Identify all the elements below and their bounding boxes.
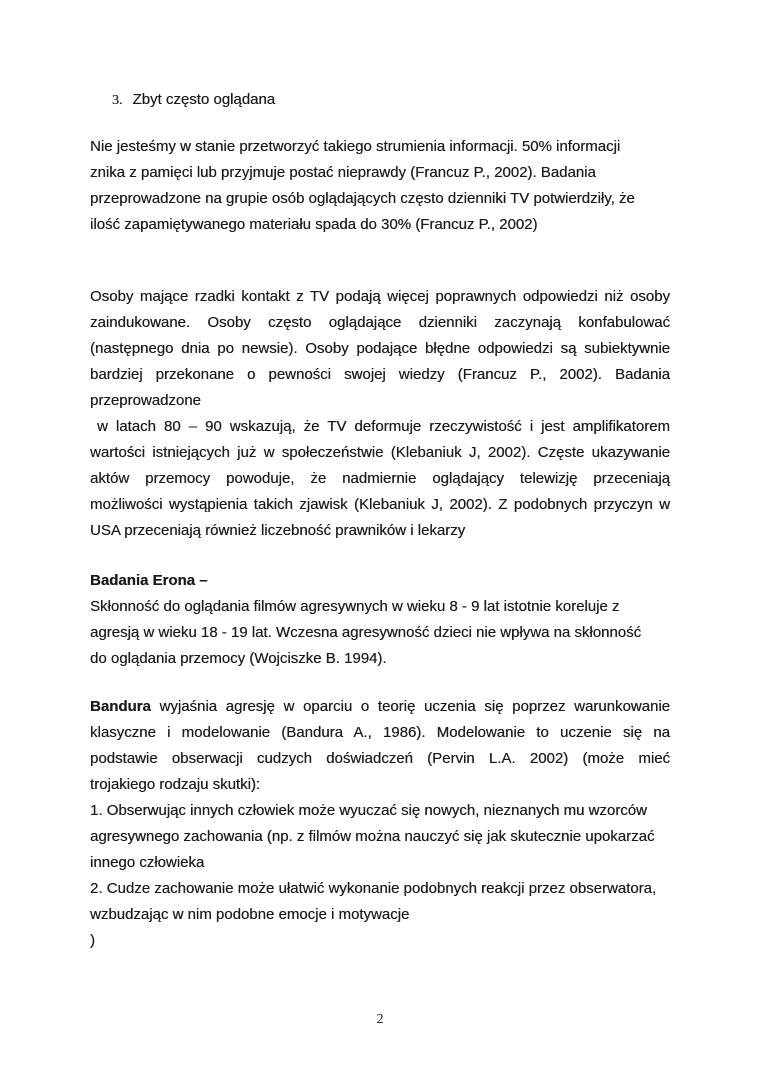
para1-line: znika z pamięci lub przyjmuje postać nieprawdy (Francuz P., 2002). Badania	[90, 164, 596, 181]
bandura-line: podstawie obserwacji cudzych doświadczeń (Pervin L.A. 2002) (może mieć	[90, 750, 670, 767]
para1-line: ilość zapamiętywanego materiału spada do 30% (Francuz P., 2002)	[90, 216, 538, 233]
bandura-line: 1. Obserwując innych człowiek może wyuczać się nowych, nieznanych mu wzorców	[90, 802, 647, 819]
para2-line: (następnego dnia po newsie). Osoby podające błędne odpowiedzi są subiektywnie	[90, 340, 670, 357]
bandura-line: agresywnego zachowania (np. z filmów można nauczyć się jak skutecznie upokarzać	[90, 828, 655, 845]
para1-line: Nie jesteśmy w stanie przetworzyć takiego strumienia informacji. 50% informacji	[90, 138, 621, 155]
erona-line: do oglądania przemocy (Wojciszke B. 1994).	[90, 650, 387, 667]
para1-line: przeprowadzone na grupie osób oglądających często dzienniki TV potwierdziły, że	[90, 190, 635, 207]
para2-line: bardziej przekonane o pewności swojej wiedzy (Francuz P., 2002). Badania	[90, 366, 670, 383]
para2-line: przeprowadzone	[90, 392, 201, 409]
section-number: 3.	[112, 93, 123, 108]
bandura-line: wzbudzając w nim podobne emocje i motywacje	[90, 906, 410, 923]
para2-line: możliwości wystąpienia takich zjawisk (Klebaniuk J, 2002). Z podobnych przyczyn w	[90, 496, 670, 513]
para2-line: wartości istniejących już w społeczeństwie (Klebaniuk J, 2002). Częste ukazywanie	[90, 444, 670, 461]
page-number: 2	[376, 1012, 384, 1027]
bandura-first-line	[90, 697, 670, 717]
erona-heading: Badania Erona –	[90, 572, 208, 589]
bandura-name: Bandura	[90, 698, 151, 715]
bandura-line: innego człowieka	[90, 854, 205, 871]
bandura-line: trojakiego rodzaju skutki):	[90, 776, 261, 793]
bandura-line: 2. Cudze zachowanie może ułatwić wykonanie podobnych reakcji przez obserwatora,	[90, 880, 657, 897]
para2-line: zaindukowane. Osoby często oglądające dzienniki zaczynają konfabulować	[90, 314, 670, 331]
para2-line: USA przeceniają również liczebność prawników i lekarzy	[90, 522, 466, 539]
section-heading	[112, 90, 692, 111]
bandura-line: klasyczne i modelowanie (Bandura A., 1986). Modelowanie to uczenie się na	[90, 724, 670, 741]
para2-line: Osoby mające rzadki kontakt z TV podają więcej poprawnych odpowiedzi niż osoby	[90, 288, 670, 305]
erona-line: agresją w wieku 18 - 19 lat. Wczesna agresywność dzieci nie wpływa na skłonność	[90, 624, 642, 641]
erona-line: Skłonność do oglądania filmów agresywnych w wieku 8 - 9 lat istotnie koreluje z	[90, 598, 620, 615]
para2-line: w latach 80 – 90 wskazują, że TV deformuje rzeczywistość i jest amplifikatorem	[97, 418, 670, 435]
para2-line: aktów przemocy powoduje, że nadmiernie oglądający telewizję przeceniają	[90, 470, 670, 487]
bandura-line: )	[90, 932, 95, 949]
bandura-first-line-rest: wyjaśnia agresję w oparciu o teorię uczenia się poprzez warunkowanie	[150, 698, 670, 715]
section-title: Zbyt często oglądana	[132, 91, 276, 108]
